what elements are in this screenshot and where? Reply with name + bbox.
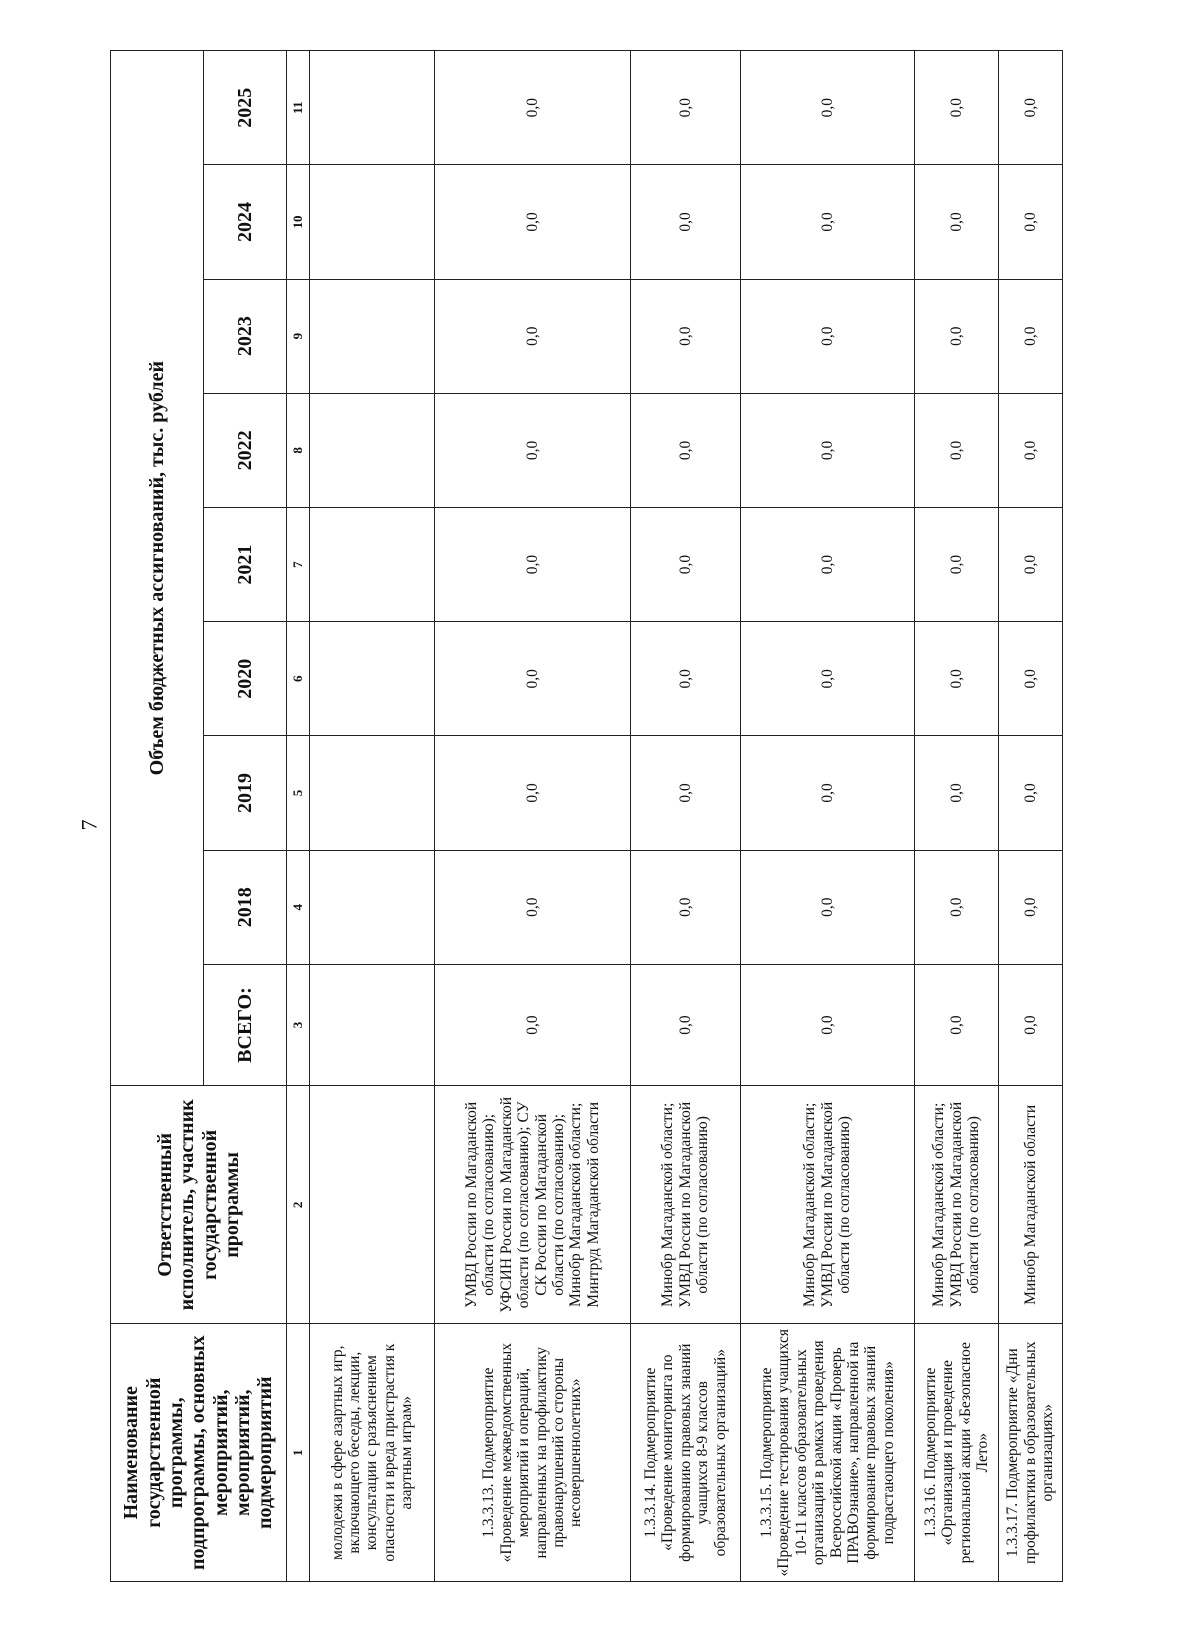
header-year: 2019: [204, 736, 287, 850]
value-cell: 0,0: [741, 736, 915, 850]
value-cell: 0,0: [741, 51, 915, 165]
value-cell: 0,0: [915, 736, 999, 850]
row-executor: [310, 1086, 435, 1324]
value-cell: 0,0: [999, 850, 1063, 964]
row-name: 1.3.3.16. Подмероприятие «Организация и проведение региональной акции «Безопасное Лето»: [915, 1324, 999, 1582]
row-name: 1.3.3.15. Подмероприятие «Проведение тестирования учащихся 10-11 классов образовательных организаций в рамках проведения Всероссийской акции «Проверь ПРАВОзнание», направленной на формирование правовых знаний подрастающего поколения»: [741, 1324, 915, 1582]
value-cell: 0,0: [915, 622, 999, 736]
row-name: 1.3.3.14. Подмероприятие «Проведение мониторинга по формированию правовых знаний учащихся 8-9 классов образовательных организаций»: [631, 1324, 741, 1582]
value-cell: [310, 622, 435, 736]
value-cell: 0,0: [999, 393, 1063, 507]
value-cell: 0,0: [999, 51, 1063, 165]
row-name: 1.3.3.13. Подмероприятие «Проведение межведомственных мероприятий и операций, направленных на профилактику правонарушений со стороны несовершеннолетних»: [435, 1324, 631, 1582]
value-cell: 0,0: [999, 165, 1063, 279]
value-cell: 0,0: [631, 507, 741, 621]
value-cell: 0,0: [435, 622, 631, 736]
budget-table: [110, 50, 1063, 1582]
value-cell: 0,0: [435, 279, 631, 393]
value-cell: 0,0: [915, 850, 999, 964]
header-year: 2024: [204, 165, 287, 279]
value-cell: [310, 736, 435, 850]
value-cell: 0,0: [915, 393, 999, 507]
value-cell: 0,0: [741, 165, 915, 279]
column-number: 1: [287, 1324, 310, 1582]
row-executor: Минобр Магаданской области; УМВД России по Магаданской области (по согласованию): [915, 1086, 999, 1324]
column-number: 4: [287, 850, 310, 964]
page-number: 7: [76, 819, 102, 831]
value-cell: [310, 393, 435, 507]
value-cell: 0,0: [999, 736, 1063, 850]
value-cell: 0,0: [631, 850, 741, 964]
value-cell: 0,0: [915, 507, 999, 621]
header-budget: Объем бюджетных ассигнований, тыс. рублей: [111, 51, 204, 1086]
column-number: 2: [287, 1086, 310, 1324]
table-row: [435, 51, 631, 1582]
column-number: 3: [287, 964, 310, 1086]
value-total: 0,0: [631, 964, 741, 1086]
rotated-table-sheet: [110, 50, 1057, 1582]
table-row: [631, 51, 741, 1582]
value-cell: 0,0: [741, 507, 915, 621]
value-total: 0,0: [999, 964, 1063, 1086]
header-year: 2020: [204, 622, 287, 736]
header-total: ВСЕГО:: [204, 964, 287, 1086]
value-cell: 0,0: [435, 507, 631, 621]
table-row: [310, 51, 435, 1582]
row-name: 1.3.3.17. Подмероприятие «Дни профилактики в образовательных организациях»: [999, 1324, 1063, 1582]
row-executor: Минобр Магаданской области; УМВД России по Магаданской области (по согласованию): [631, 1086, 741, 1324]
value-cell: 0,0: [631, 51, 741, 165]
header-executor: Ответственный исполнитель, участник государственной программы: [111, 1086, 287, 1324]
value-cell: 0,0: [741, 850, 915, 964]
value-cell: 0,0: [741, 393, 915, 507]
header-year: 2023: [204, 279, 287, 393]
value-total: [310, 964, 435, 1086]
value-cell: [310, 165, 435, 279]
value-cell: 0,0: [435, 736, 631, 850]
value-cell: 0,0: [435, 165, 631, 279]
value-cell: 0,0: [999, 279, 1063, 393]
value-cell: 0,0: [435, 393, 631, 507]
row-executor: УМВД России по Магаданской области (по согласованию); УФСИН России по Магаданской области (по согласованию); СУ СК России по Магаданской области (по согласованию); Минобр Магаданской области; Минтруд Магаданской области: [435, 1086, 631, 1324]
header-year: 2021: [204, 507, 287, 621]
value-total: 0,0: [741, 964, 915, 1086]
header-year: 2018: [204, 850, 287, 964]
value-cell: [310, 51, 435, 165]
header-year: 2025: [204, 51, 287, 165]
row-executor: Минобр Магаданской области; УМВД России по Магаданской области (по согласованию): [741, 1086, 915, 1324]
table-row: [999, 51, 1063, 1582]
value-cell: 0,0: [915, 51, 999, 165]
value-cell: 0,0: [631, 165, 741, 279]
value-cell: 0,0: [631, 622, 741, 736]
value-cell: [310, 850, 435, 964]
column-number: 11: [287, 51, 310, 165]
header-name: Наименование государственной программы, подпрограммы, основных мероприятий, мероприятий, подмероприятий: [111, 1324, 287, 1582]
value-cell: 0,0: [741, 279, 915, 393]
table-row: [741, 51, 915, 1582]
value-cell: 0,0: [741, 622, 915, 736]
value-cell: 0,0: [999, 507, 1063, 621]
value-cell: 0,0: [435, 51, 631, 165]
column-number: 7: [287, 507, 310, 621]
value-cell: [310, 507, 435, 621]
row-executor: Минобр Магаданской области: [999, 1086, 1063, 1324]
value-cell: 0,0: [915, 165, 999, 279]
value-total: 0,0: [915, 964, 999, 1086]
value-cell: 0,0: [915, 279, 999, 393]
value-cell: 0,0: [631, 736, 741, 850]
value-cell: 0,0: [631, 279, 741, 393]
value-cell: 0,0: [435, 850, 631, 964]
table-row: [915, 51, 999, 1582]
column-number: 6: [287, 622, 310, 736]
value-cell: [310, 279, 435, 393]
value-total: 0,0: [435, 964, 631, 1086]
column-number: 5: [287, 736, 310, 850]
value-cell: 0,0: [631, 393, 741, 507]
column-number: 9: [287, 279, 310, 393]
header-year: 2022: [204, 393, 287, 507]
column-number: 10: [287, 165, 310, 279]
row-name: молодежи в сфере азартных игр, включающего беседы, лекции, консультации с разъяснением опасности и вреда пристрастия к азартным играм»: [310, 1324, 435, 1582]
value-cell: 0,0: [999, 622, 1063, 736]
column-number: 8: [287, 393, 310, 507]
